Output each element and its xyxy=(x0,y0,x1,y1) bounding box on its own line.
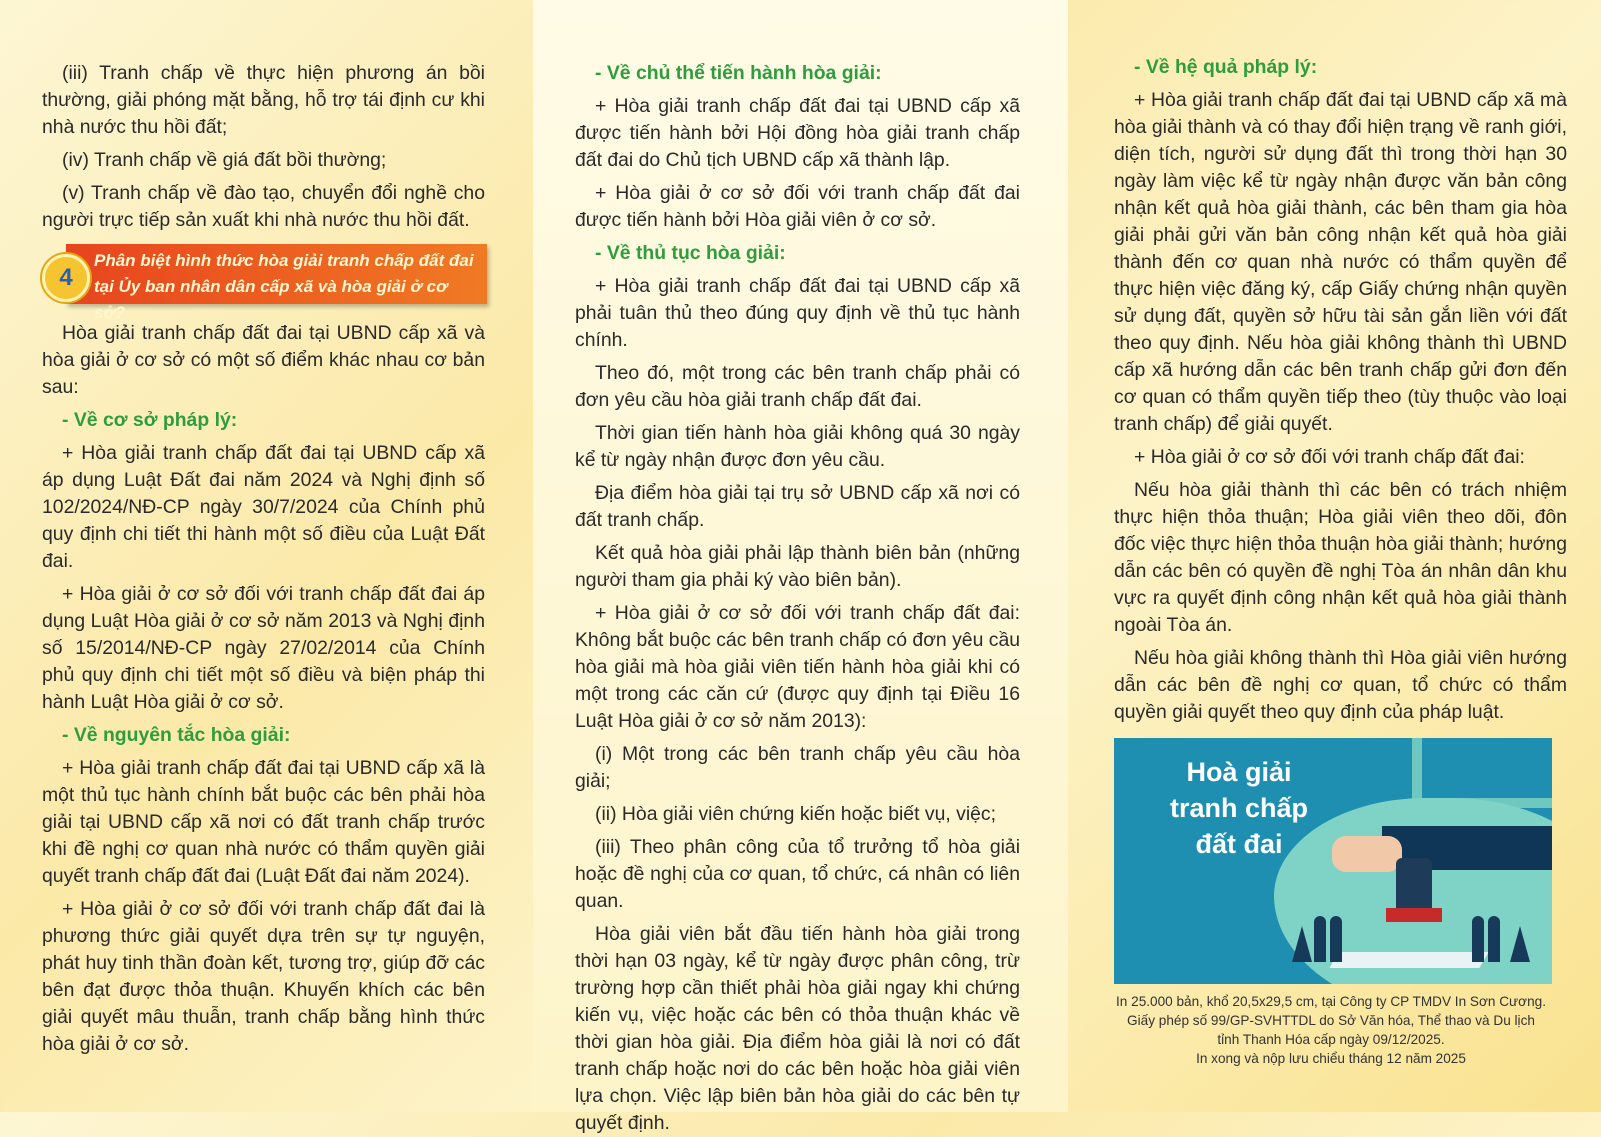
paragraph: + Hòa giải ở cơ sở đối với tranh chấp đất đai áp dụng Luật Hòa giải ở cơ sở năm 2013 và Nghị định số 15/2014/NĐ-CP ngày 27/02/2014 của Chính phủ quy định chi tiết một số điều và biện pháp thi hành Luật Hòa giải ở cơ sở. xyxy=(42,583,485,713)
section-heading: - Về thủ tục hòa giải: xyxy=(595,242,786,264)
stamp-icon xyxy=(1396,858,1432,914)
list-item: (i) Một trong các bên tranh chấp yêu cầu hòa giải; xyxy=(575,743,1020,792)
paragraph: Hòa giải tranh chấp đất đai tại UBND cấp xã và hòa giải ở cơ sở có một số điểm khác nhau cơ bản sau: xyxy=(42,322,485,398)
person-icon xyxy=(1330,916,1342,962)
footer-line: In xong và nộp lưu chiểu tháng 12 năm 2025 xyxy=(1196,1051,1466,1066)
print-info-footer xyxy=(1096,992,1566,1068)
paragraph: Địa điểm hòa giải tại trụ sở UBND cấp xã nơi có đất tranh chấp. xyxy=(575,482,1020,531)
paragraph: (v) Tranh chấp về đào tạo, chuyển đổi nghề cho người trực tiếp sản xuất khi nhà nước thu hồi đất. xyxy=(42,182,485,231)
section-heading: - Về nguyên tắc hòa giải: xyxy=(62,724,291,746)
footer-line: Giấy phép số 99/GP-SVHTTDL do Sở Văn hóa, Thể thao và Du lịch xyxy=(1127,1013,1535,1028)
illustration-title-line: đất đai xyxy=(1195,829,1283,859)
paragraph: Kết quả hòa giải phải lập thành biên bản (những người tham gia phải ký vào biên bản). xyxy=(575,542,1020,591)
left-column xyxy=(0,0,533,1112)
paragraph: Theo đó, một trong các bên tranh chấp phải có đơn yêu cầu hòa giải tranh chấp đất đai. xyxy=(575,362,1020,411)
section-heading: - Về cơ sở pháp lý: xyxy=(62,409,238,431)
document-paper-graphic xyxy=(1329,952,1488,968)
paragraph: + Hòa giải ở cơ sở đối với tranh chấp đất đai: Không bắt buộc các bên tranh chấp có đơn yêu cầu hòa giải mà hòa giải viên tiến hành hòa giải khi có một trong các căn cứ (được quy định tại Điều 16 Luật Hòa giải ở cơ sở năm 2013): xyxy=(575,602,1021,732)
person-icon xyxy=(1472,916,1484,962)
hand-graphic xyxy=(1332,836,1402,872)
middle-column xyxy=(533,0,1068,1134)
list-item: (ii) Hòa giải viên chứng kiến hoặc biết vụ, việc; xyxy=(595,803,996,825)
paragraph: + Hòa giải tranh chấp đất đai tại UBND cấp xã mà hòa giải thành và có thay đổi hiện trạng về ranh giới, diện tích, người sử dụng đất thì trong thời hạn 30 ngày làm việc kể từ ngày nhận được văn bản công nhận kết quả hòa giải thành, các bên tham gia hòa giải phải gửi văn bản công nhận kết quả hòa giải thành đến cơ quan nhà nước có thẩm quyền để thực hiện việc đăng ký, cấp Giấy chứng nhận quyền sử dụng đất, quyền sở hữu tài sản gắn liền với đất theo quy định. Nếu hòa giải không thành thì UBND cấp xã hướng dẫn các bên tranh chấp gửi đơn đến cơ quan có thẩm quyền tiếp theo (tùy thuộc vào loại tranh chấp) để giải quyết. xyxy=(1114,89,1567,435)
illustration-mediation xyxy=(1114,738,1552,984)
paragraph: + Hòa giải tranh chấp đất đai tại UBND cấp xã được tiến hành bởi Hội đồng hòa giải tranh chấp đất đai do Chủ tịch UBND cấp xã thành lập. xyxy=(575,95,1020,171)
tree-icon xyxy=(1292,926,1312,962)
illustration-title-line: Hoà giải xyxy=(1186,757,1292,787)
paragraph: + Hòa giải tranh chấp đất đai tại UBND cấp xã là một thủ tục hành chính bắt buộc các bên phải hòa giải tại UBND cấp xã nơi có đất tranh chấp trước khi đề nghị cơ quan nhà nước có thẩm quyền giải quyết tranh chấp đất đai (Luật Đất đai năm 2024). xyxy=(42,757,485,887)
section-banner xyxy=(42,244,485,322)
paragraph: Nếu hòa giải thành thì các bên có trách nhiệm thực hiện thỏa thuận; Hòa giải viên theo dõi, đôn đốc việc thực hiện thỏa thuận hòa giải thành; hướng dẫn các bên có quyền đề nghị Tòa án nhân dân khu vực ra quyết định công nhận kết quả hòa giải thành ngoài Tòa án. xyxy=(1114,479,1567,636)
tree-icon xyxy=(1510,926,1530,962)
section-number-badge: 4 xyxy=(42,254,90,302)
footer-line: In 25.000 bản, khổ 20,5x29,5 cm, tại Công ty CP TMDV In Sơn Cương. xyxy=(1116,994,1546,1009)
illustration-title xyxy=(1154,754,1324,862)
person-icon xyxy=(1488,916,1500,962)
paragraph: + Hòa giải tranh chấp đất đai tại UBND cấp xã áp dụng Luật Đất đai năm 2024 và Nghị định số 102/2024/NĐ-CP ngày 30/7/2024 của Chính phủ quy định chi tiết thi hành một số điều của Luật Đất đai. xyxy=(42,442,485,572)
banner-title: Phân biệt hình thức hòa giải tranh chấp đất đai tại Ủy ban nhân dân cấp xã và hòa giải ở cơ sở? xyxy=(66,244,487,304)
paragraph: Hòa giải viên bắt đầu tiến hành hòa giải trong thời hạn 03 ngày, kể từ ngày được phân công, trừ trường hợp cần thiết phải hòa giải ngay khi chứng kiến vụ, việc hoặc các bên có thỏa thuận khác về thời gian hòa giải. Địa điểm hòa giải là nơi có đất tranh chấp hoặc nơi do các bên hoặc hòa giải viên lựa chọn. Việc lập biên bản hòa giải do các bên tự quyết định. xyxy=(575,923,1020,1134)
stamp-base-graphic xyxy=(1386,908,1442,922)
paragraph: Nếu hòa giải không thành thì Hòa giải viên hướng dẫn các bên đề nghị cơ quan, tổ chức có thẩm quyền giải quyết theo quy định của pháp luật. xyxy=(1114,647,1567,723)
person-icon xyxy=(1314,916,1326,962)
paragraph: Thời gian tiến hành hòa giải không quá 30 ngày kể từ ngày nhận được đơn yêu cầu. xyxy=(575,422,1020,471)
paragraph: + Hòa giải ở cơ sở đối với tranh chấp đất đai là phương thức giải quyết dựa trên sự tự nguyện, phát huy tinh thần đoàn kết, tương trợ, giúp đỡ các bên đạt được thỏa thuận. Khuyến khích các bên giải quyết mâu thuẫn, tranh chấp bằng hình thức hòa giải ở cơ sở. xyxy=(42,898,485,1055)
section-heading: - Về hệ quả pháp lý: xyxy=(1134,56,1318,78)
paragraph: + Hòa giải ở cơ sở đối với tranh chấp đất đai được tiến hành bởi Hòa giải viên ở cơ sở. xyxy=(575,182,1020,231)
list-item: (iii) Theo phân công của tổ trưởng tổ hòa giải hoặc đề nghị của cơ quan, tổ chức, cá nhân có liên quan. xyxy=(575,836,1020,912)
illustration-title-line: tranh chấp xyxy=(1169,793,1309,823)
paragraph: + Hòa giải tranh chấp đất đai tại UBND cấp xã phải tuân thủ theo đúng quy định về thủ tục hành chính. xyxy=(575,275,1020,351)
paragraph: (iii) Tranh chấp về thực hiện phương án bồi thường, giải phóng mặt bằng, hỗ trợ tái định cư khi nhà nước thu hồi đất; xyxy=(42,62,485,138)
right-column xyxy=(1068,0,1601,1112)
paragraph: + Hòa giải ở cơ sở đối với tranh chấp đất đai: xyxy=(1134,446,1525,468)
footer-line: tỉnh Thanh Hóa cấp ngày 09/12/2025. xyxy=(1217,1032,1445,1047)
section-heading: - Về chủ thể tiến hành hòa giải: xyxy=(595,62,882,84)
paragraph: (iv) Tranh chấp về giá đất bồi thường; xyxy=(62,149,387,171)
